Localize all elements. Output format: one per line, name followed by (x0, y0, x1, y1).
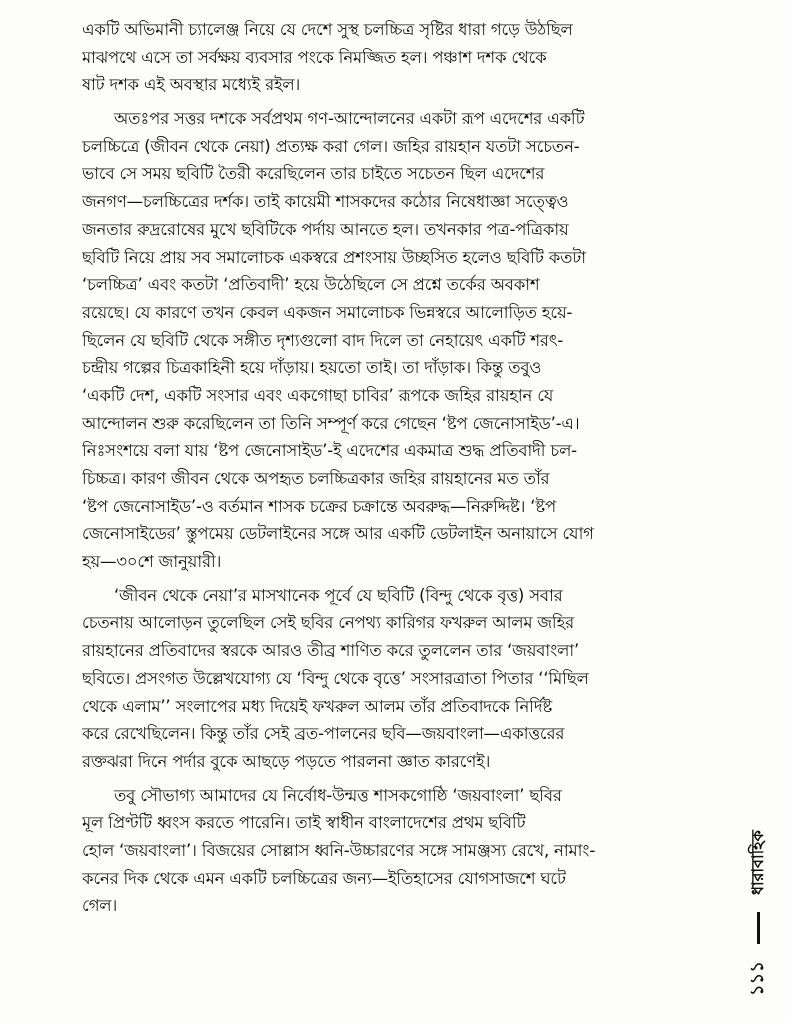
text-line: চেতনায় আলোড়ন তুলেছিল সেই ছবির নেপথ্য কারিগর ফখরুল আলম জহির (82, 613, 575, 633)
text-line: ছবিতে। প্রসংগত উল্লেখযোগ্য যে ‘বিন্দু থেকে বৃত্তে’ সংসারত্রাতা পিতার ‘‘মিছিল (82, 668, 589, 688)
text-line: মাঝপথে এসে তা সর্বক্ষয় ব্যবসার পংকে নিমজ্জিত হল। পঞ্চাশ দশক থেকে (82, 47, 547, 67)
page-margin (743, 815, 773, 1005)
text-line: ষাট দশক এই অবস্থার মধ্যেই রইল। (82, 75, 301, 95)
text-line: হয়—৩০শে জানুয়ারী। (82, 552, 222, 572)
text-line: করে রেখেছিলেন। কিন্তু তাঁর সেই ব্রত-পালনের ছবি—জয়বাংলা—একাত্তরের (82, 724, 565, 744)
text-line: থেকে এলাম’’ সংলাপের মধ্য দিয়েই ফখরুল আলম তাঁর প্রতিবাদকে নির্দিষ্ট (82, 696, 553, 716)
text-line: জেনোসাইডের’ স্তুপমেয় ডেটলাইনের সঙ্গে আর একটি ডেটলাইন অনায়াসে যোগ (82, 524, 594, 544)
text-line: ‘ষ্টপ জেনোসাইড’-ও বর্তমান শাসক চক্রের চক্রান্তে অবরুদ্ধ—নিরুদ্দিষ্ট। ‘ষ্টপ (82, 496, 556, 516)
text-line: গেল। (82, 896, 118, 916)
text-line: নিঃসংশয়ে বলা যায় ‘ষ্টপ জেনোসাইড’-ই এদেশের একমাত্র শুদ্ধ প্রতিবাদী চল- (82, 441, 577, 461)
text-line: চিচ্চত্র। কারণ জীবন থেকে অপহৃত চলচ্চিত্রকার জহির রায়হানের মত তাঁর (82, 469, 550, 488)
text-line: রায়হানের প্রতিবাদের স্বরকে আরও তীব্র শাণিত করে তুললেন তার ‘জয়বাংলা’ (82, 641, 580, 661)
text-line: জনতার রুদ্ররোষের মুখে ছবিটিকে পর্দায় আনতে হল। তখনকার পত্র-পত্রিকায় (82, 219, 569, 239)
text-line: কনের দিক থেকে এমন একটি চলচ্চিত্রের জন্য—ইতিহাসের যোগসাজশে ঘটে (82, 868, 566, 888)
text-line: ভাবে সে সময় ছবিটি তৈরী করেছিলেন তার চাইতে সচেতন ছিল এদেশের (82, 164, 545, 184)
body-text (82, 16, 707, 920)
text-line: হোল ‘জয়বাংলা’। বিজয়ের সোল্লাস ধ্বনি-উচ্চারণের সঙ্গে সামঞ্জস্য রেখে, নামাং- (82, 840, 596, 860)
text-line: আন্দোলন শুরু করেছিলেন তা তিনি সম্পূর্ণ করে গেছেন ‘ষ্টপ জেনোসাইড’-এ। (82, 413, 580, 433)
text-line: ছিলেন যে ছবিটি থেকে সঙ্গীত দৃশ্যগুলো বাদ দিলে তা নেহায়েৎ একটি শরৎ- (82, 330, 564, 350)
text-line: চলচ্চিত্রে (জীবন থেকে নেয়া) প্রত্যক্ষ করা গেল। জহির রায়হান যতটা সচেতন- (82, 136, 580, 156)
text-line: মূল প্রিণ্টটি ধ্বংস করতে পারেনি। তাই স্বাধীন বাংলাদেশের প্রথম ছবিটি (82, 813, 526, 833)
text-line: ছবিটি নিয়ে প্রায় সব সমালোচক একস্বরে প্রশংসায় উচ্ছসিত হলেও ছবিটি কতটা (82, 247, 586, 267)
text-line: রক্তঝরা দিনে পর্দার বুকে আছড়ে পড়তে পারলনা জ্ঞাত কারণেই। (82, 751, 491, 771)
text-line: অতঃপর সত্তর দশকে সর্বপ্রথম গণ-আন্দোলনের একটা রূপ এদেশের একটি (114, 109, 585, 129)
text-line: ‘জীবন থেকে নেয়া’র মাসখানেক পূর্বে যে ছবিটি (বিন্দু থেকে বৃত্ত) সবার (114, 585, 563, 605)
text-line: একটি অভিমানী চ্যালেঞ্জ নিয়ে যে দেশে সুস্থ চলচ্চিত্র সৃষ্টির ধারা গড়ে উঠছিল (82, 20, 573, 39)
text-line: ‘একটি দেশ, একটি সংসার এবং একগোছা চাবির’ রূপকে জহির রায়হান যে (82, 385, 554, 405)
running-head: ধারাবাহিক (748, 830, 767, 895)
margin-divider (757, 912, 760, 944)
page-number: ১১১ (747, 960, 768, 997)
text-line: তবু সৌভাগ্য আমাদের যে নির্বোধ-উন্মত্ত শাসকগোষ্ঠি ‘জয়বাংলা’ ছবির (114, 785, 562, 805)
text-line: ‘চলচ্চিত্র’ এবং কতটা ‘প্রতিবাদী’ হয়ে উঠেছিলে সে প্রশ্নে তর্কের অবকাশ (82, 275, 540, 295)
text-line: চন্দ্রীয় গল্পের চিত্রকাহিনী হয়ে দাঁড়ায়। হয়তো তাই। তা দাঁড়াক। কিন্তু তবুও (82, 358, 542, 378)
text-line: জনগণ—চলচ্চিত্রের দর্শক। তাই কায়েমী শাসকদের কঠোর নিষেধাজ্ঞা সত্ত্বেও (82, 192, 569, 212)
text-line: রয়েছে। যে কারণে তখন কেবল একজন সমালোচক ভিন্নস্বরে আলোড়িত হয়ে- (82, 302, 573, 322)
